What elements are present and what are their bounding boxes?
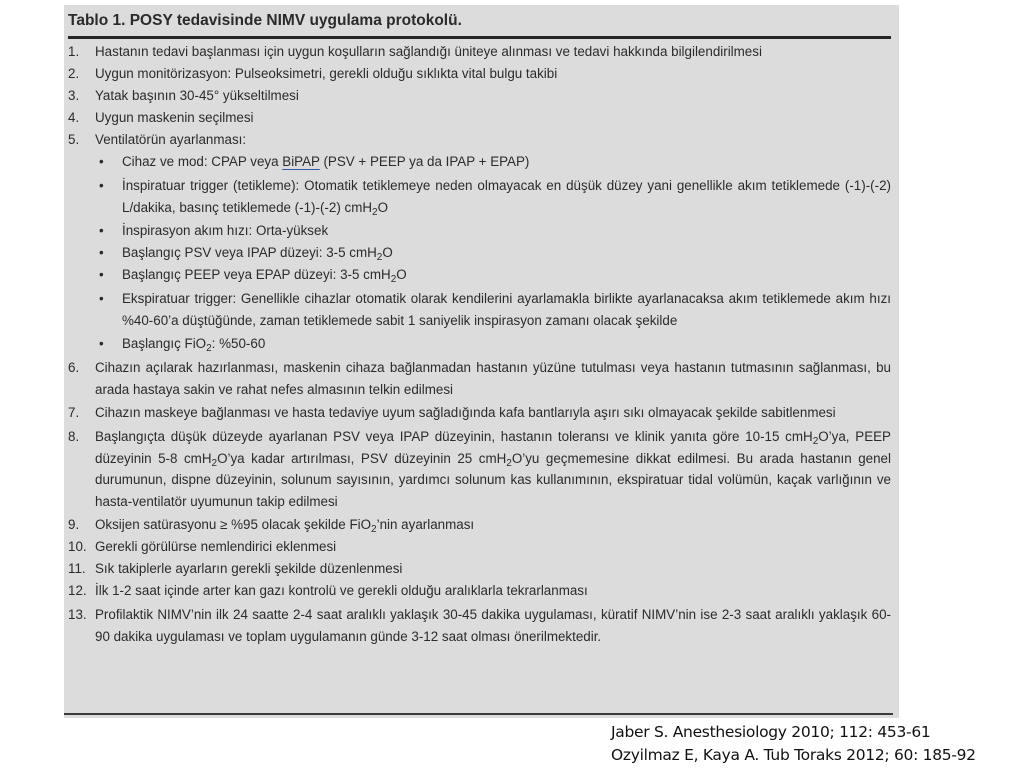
sub-item-text: İnspirasyon akım hızı: Orta-yüksek (122, 223, 329, 238)
bullet-icon: • (99, 291, 104, 306)
text-fragment: Oksijen satürasyonu ≥ %95 olacak şekilde FiO (95, 517, 372, 532)
item-number: 7. (68, 405, 80, 420)
item-text: Uygun maskenin seçilmesi (95, 110, 254, 125)
table-title: Tablo 1. POSY tedavisinde NIMV uygulama protokolü. (68, 12, 462, 29)
bullet-icon: • (99, 178, 104, 193)
sub-item-text: Ekspiratuar trigger: Genellikle cihazlar otomatik olarak kendilerini ayarlamakla birlikte ayarlanacaksa akım tetiklemede akım hızı %40-60’a düştüğünde, zaman tetiklemede sabit 1 saniyelik inspirasyon zamanı olacak şekilde (122, 291, 891, 328)
text-fragment: Başlangıç FiO (122, 336, 207, 351)
item-text: Yatak başının 30-45° yükseltilmesi (95, 88, 299, 103)
text-fragment: O’ya, PEEP düzeyinin 5-8 cmH (95, 429, 891, 466)
list-item (68, 41, 891, 63)
subscript: 2 (506, 457, 512, 469)
item-number: 13. (68, 607, 87, 622)
bottom-rule (64, 713, 893, 715)
item-number: 11. (68, 561, 86, 576)
list-item (68, 602, 891, 649)
text-fragment: O’ya kadar artırılması, PSV düzeyinin 25 cmH (217, 450, 507, 466)
item-number: 5. (68, 132, 80, 147)
subscript: 2 (206, 343, 212, 354)
sub-list-item (68, 151, 891, 173)
sub-list-item (68, 333, 891, 355)
text-fragment: Başlangıç PSV veya IPAP düzeyi: 3-5 cmH (122, 245, 377, 260)
sub-list-item (68, 286, 891, 333)
list-item (68, 355, 891, 402)
sub-list-item (68, 242, 891, 264)
protocol-list (68, 41, 891, 649)
text-fragment: Başlangıç PEEP veya EPAP düzeyi: 3-5 cmH (122, 267, 391, 282)
sub-list-item (68, 264, 891, 286)
item-number: 10. (68, 539, 87, 554)
item-text: Gerekli görülürse nemlendirici eklenmesi (95, 539, 337, 554)
item-text: Cihazın maskeye bağlanması ve hasta tedaviye uyum sağladığında kafa bantlarıyla aşırı sıkı olmayacak şekilde sabitlenmesi (95, 405, 836, 420)
text-fragment: ’nin ayarlanması (376, 517, 475, 532)
sub-item-text (122, 264, 891, 286)
bipap-link[interactable]: BiPAP (282, 154, 320, 169)
list-item (68, 424, 891, 514)
item-number: 3. (68, 88, 80, 103)
item-number: 12. (68, 583, 87, 598)
text-fragment: O (396, 267, 407, 282)
table-image-panel (64, 5, 899, 718)
item-text: Cihazın açılarak hazırlanması, maskenin cihaza bağlanmadan hastanın yüzüne tutulması veya hastanın tutmasının sağlanması, bu arada hastaya sakin ve rahat nefes almasının telkin edilmesi (95, 360, 891, 397)
sub-list-item (68, 220, 891, 242)
list-item (68, 558, 891, 580)
sub-list-item (68, 173, 891, 220)
bullet-icon: • (99, 267, 104, 282)
item-text (95, 426, 891, 512)
subscript: 2 (372, 206, 378, 218)
list-item (68, 85, 891, 107)
list-item (68, 514, 891, 536)
item-number: 1. (68, 44, 80, 59)
item-number: 6. (68, 360, 80, 375)
references (611, 721, 976, 767)
item-text: İlk 1-2 saat içinde arter kan gazı kontrolü ve gerekli olduğu aralıklarla tekrarlanması (95, 583, 588, 598)
subscript: 2 (812, 436, 819, 447)
list-item (68, 580, 891, 602)
reference-line: Ozyilmaz E, Kaya A. Tub Toraks 2012; 60: 185-92 (611, 746, 976, 764)
item-number: 4. (68, 110, 80, 125)
item-text: Sık takiplerle ayarların gerekli şekilde düzenlenmesi (95, 561, 403, 576)
text-fragment: : %50-60 (211, 336, 266, 351)
item-number: 8. (68, 429, 80, 444)
subscript: 2 (371, 524, 377, 535)
text-fragment: Başlangıçta düşük düzeyde ayarlanan PSV veya IPAP düzeyinin, hastanın toleransı ve klinik yanıta göre 10-15 cmH (95, 429, 813, 444)
item-text: Hastanın tedavi başlanması için uygun koşulların sağlandığı üniteye alınması ve tedavi hakkında bilgilendirilmesi (95, 44, 762, 59)
subscript: 2 (376, 252, 383, 263)
bullet-icon: • (99, 154, 104, 169)
list-item (68, 536, 891, 558)
text-fragment: Cihaz ve mod: CPAP veya (122, 154, 283, 169)
item-number: 9. (68, 517, 80, 532)
sub-item-text (122, 175, 891, 218)
bullet-icon: • (99, 336, 104, 351)
title-rule (68, 36, 891, 39)
text-fragment: (PSV + PEEP ya da IPAP + EPAP) (319, 154, 530, 169)
list-item (68, 63, 891, 85)
subscript: 2 (390, 274, 397, 285)
reference-line: Jaber S. Anesthesiology 2010; 112: 453-61 (611, 723, 931, 741)
sub-item-text (122, 242, 891, 264)
text-fragment: İnspiratuar trigger (tetikleme): Otomatik tetiklemeye neden olmayacak en düşük düzey yani genellikle akım tetiklemede (-1)-(-2) L/dakika, basınç tetiklemede (-1)-(-2) cmH (122, 178, 891, 215)
item-text: Ventilatörün ayarlanması: (95, 132, 247, 147)
item-text (95, 514, 891, 536)
list-item (68, 107, 891, 129)
text-fragment: O (377, 199, 389, 215)
list-item (68, 129, 891, 151)
text-fragment: O (382, 245, 393, 260)
bullet-icon: • (99, 245, 104, 260)
list-item (68, 402, 891, 424)
bullet-icon: • (99, 223, 104, 238)
subscript: 2 (211, 457, 218, 469)
sub-item-text (122, 151, 891, 173)
sub-item-text (122, 333, 891, 355)
text-fragment: O’yu geçmemesine dikkat edilmesi. Bu arada hastanın genel durumunun, dispne düzeyinin, solunum sayısının, yardımcı solunum kas kullanımının, ekspiratuar tidal volümün, kaçak varlığının ve hasta-ventilatör uyumunun takip edilmesi (95, 450, 891, 509)
item-text: Profilaktik NIMV’nin ilk 24 saatte 2-4 saat aralıklı yaklaşık 30-45 dakika uygulaması, küratif NIMV’nin ise 2-3 saat aralıklı yaklaşık 60-90 dakika uygulaması ve toplam uygulamanın günde 3-12 saat olması önerilmektedir. (95, 607, 891, 644)
item-text: Uygun monitörizasyon: Pulseoksimetri, gerekli olduğu sıklıkta vital bulgu takibi (95, 66, 558, 81)
item-number: 2. (68, 66, 80, 81)
